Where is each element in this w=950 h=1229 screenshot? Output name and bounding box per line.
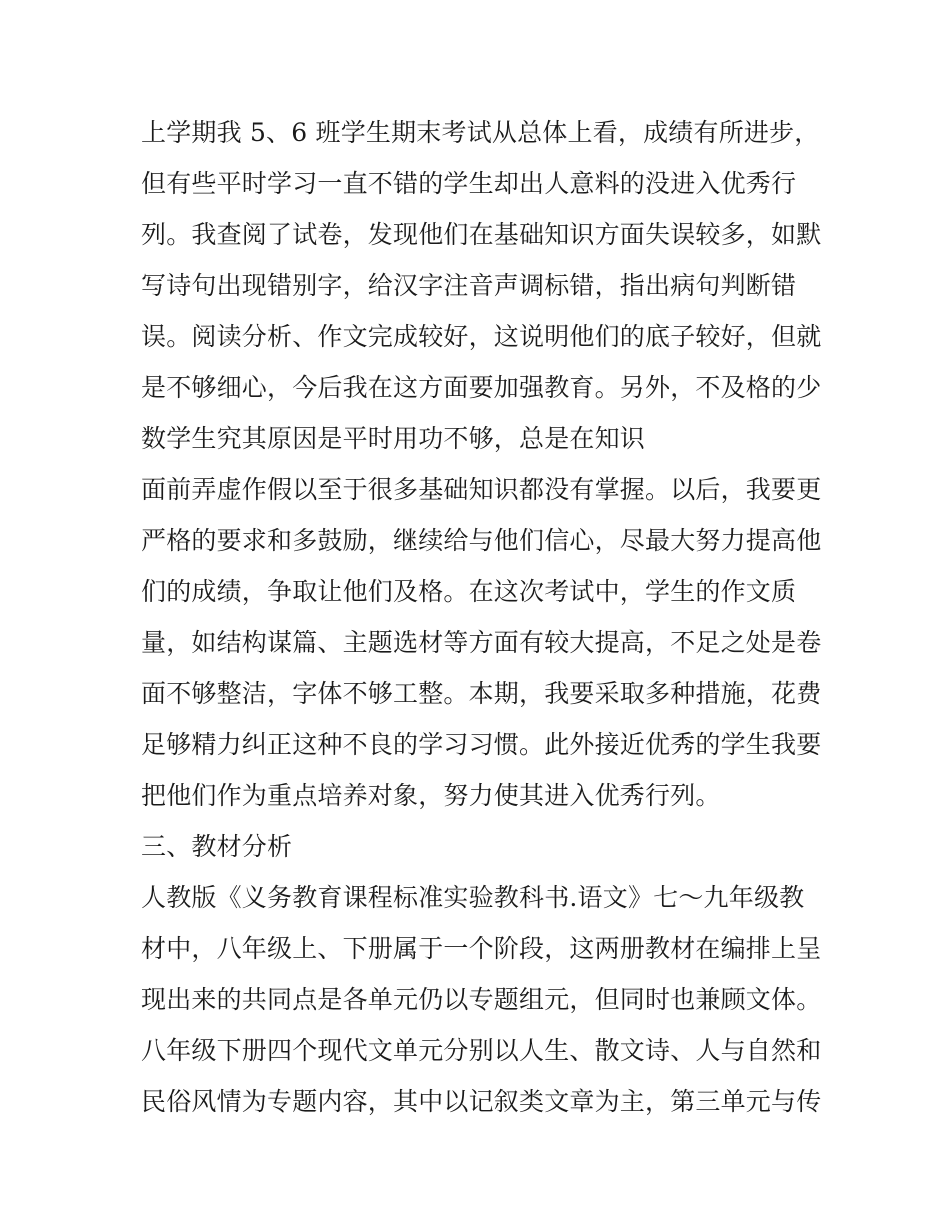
text-line: 现出来的共同点是各单元仍以专题组元，但同时也兼顾文体。 <box>141 985 822 1014</box>
text-line: 数学生究其原因是平时用功不够，总是在知识 <box>141 424 646 453</box>
text-line: 误。阅读分析、作文完成较好，这说明他们的底子较好，但就 <box>141 322 822 351</box>
text-line: 严格的要求和多鼓励，继续给与他们信心，尽最大努力提高他 <box>141 526 822 555</box>
text-line: 但有些平时学习一直不错的学生却出人意料的没进入优秀行 <box>141 169 797 198</box>
text-line: 上学期我 5、6 班学生期末考试从总体上看，成绩有所进步， <box>141 118 820 147</box>
text-line: 量，如结构谋篇、主题选材等方面有较大提高，不足之处是卷 <box>141 628 822 657</box>
text-line: 足够精力纠正这种不良的学习习惯。此外接近优秀的学生我要 <box>141 730 822 759</box>
text-line: 面不够整洁，字体不够工整。本期，我要采取多种措施，花费 <box>141 679 822 708</box>
text-line: 民俗风情为专题内容，其中以记叙类文章为主，第三单元与传 <box>141 1087 822 1116</box>
text-line: 把他们作为重点培养对象，努力使其进入优秀行列。 <box>141 781 721 810</box>
section-heading: 三、教材分析 <box>141 832 293 861</box>
text-line: 列。我查阅了试卷，发现他们在基础知识方面失误较多，如默 <box>141 220 822 249</box>
text-line: 人教版《义务教育课程标准实验教科书.语文》七～九年级教 <box>141 883 805 912</box>
text-line: 材中，八年级上、下册属于一个阶段，这两册教材在编排上呈 <box>141 934 822 963</box>
text-line: 面前弄虚作假以至于很多基础知识都没有掌握。以后，我要更 <box>141 475 822 504</box>
body-text <box>141 107 821 1127</box>
text-line: 写诗句出现错别字，给汉字注音声调标错，指出病句判断错 <box>141 271 797 300</box>
text-line: 们的成绩，争取让他们及格。在这次考试中，学生的作文质 <box>141 577 797 606</box>
text-line: 八年级下册四个现代文单元分别以人生、散文诗、人与自然和 <box>141 1036 822 1065</box>
text-line: 是不够细心，今后我在这方面要加强教育。另外，不及格的少 <box>141 373 822 402</box>
